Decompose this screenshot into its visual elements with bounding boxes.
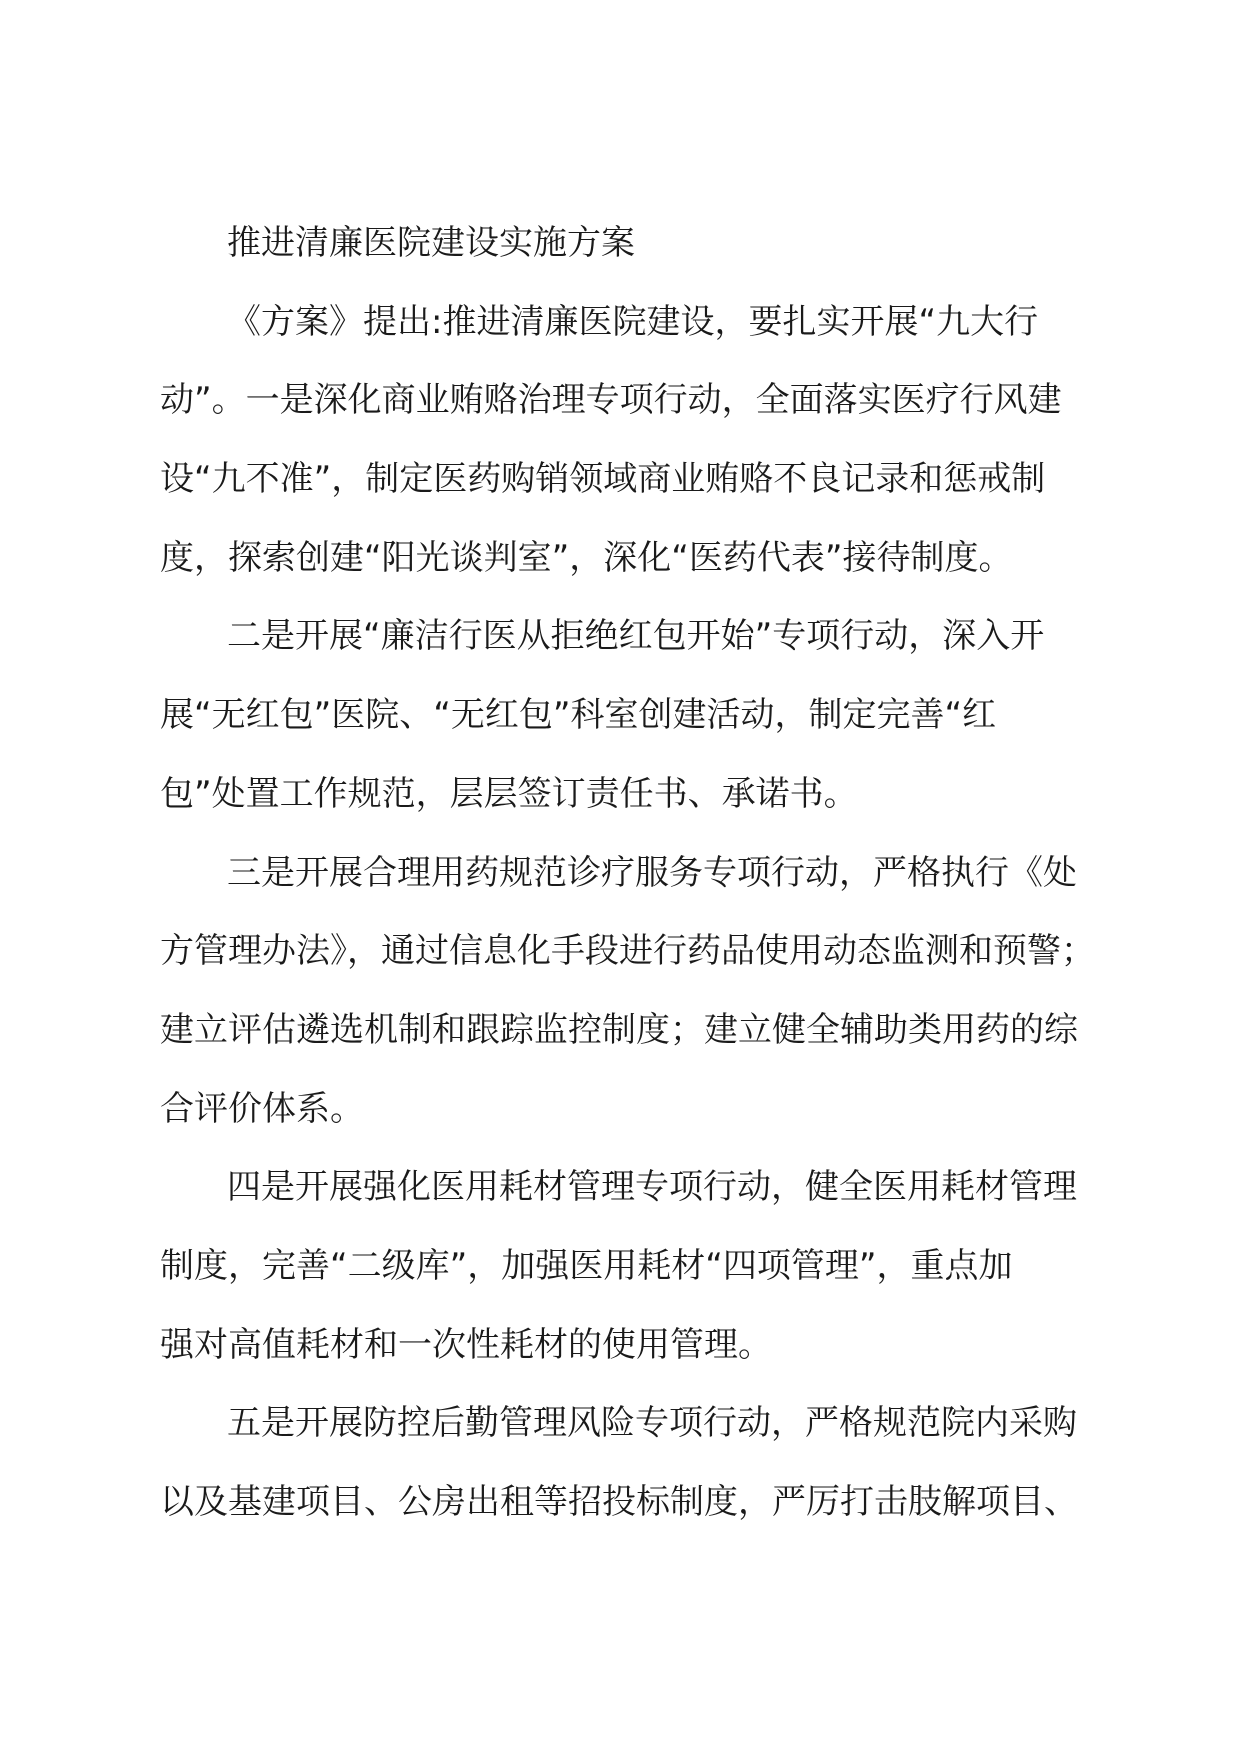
text-line: 建立评估遴选机制和跟踪监控制度；建立健全辅助类用药的综 (160, 1009, 1078, 1050)
text-line: 制度，完善“二级库”，加强医用耗材“四项管理”，重点加 (160, 1245, 1013, 1286)
text-line: 动”。一是深化商业贿赂治理专项行动，全面落实医疗行风建 (160, 380, 1062, 421)
text-line: 二是开展“廉洁行医从拒绝红包开始”专项行动，深入开 (227, 616, 1045, 657)
text-line: 方管理办法》，通过信息化手段进行药品使用动态监测和预警； (160, 931, 1095, 972)
text-line: 设“九不准”，制定医药购销领域商业贿赂不良记录和惩戒制 (160, 459, 1046, 500)
text-line: 展“无红包”医院、“无红包”科室创建活动，制定完善“红 (160, 695, 997, 736)
text-line: 三是开展合理用药规范诊疗服务专项行动，严格执行《处 (227, 852, 1077, 893)
text-line: 五是开展防控后勤管理风险专项行动，严格规范院内采购 (227, 1403, 1077, 1444)
text-line: 强对高值耗材和一次性耗材的使用管理。 (160, 1324, 772, 1365)
text-line: 包”处置工作规范，层层签订责任书、承诺书。 (160, 773, 858, 814)
text-line: 度，探索创建“阳光谈判室”，深化“医药代表”接待制度。 (160, 537, 1013, 578)
text-line: 《方案》提出:推进清廉医院建设，要扎实开展“九大行 (227, 301, 1039, 342)
text-line: 以及基建项目、公房出租等招投标制度，严厉打击肢解项目、 (160, 1482, 1078, 1522)
document-body (160, 213, 1095, 1551)
document-title: 推进清廉医院建设实施方案 (227, 223, 635, 263)
text-line: 合评价体系。 (160, 1088, 364, 1129)
text-line: 四是开展强化医用耗材管理专项行动，健全医用耗材管理 (227, 1167, 1077, 1208)
